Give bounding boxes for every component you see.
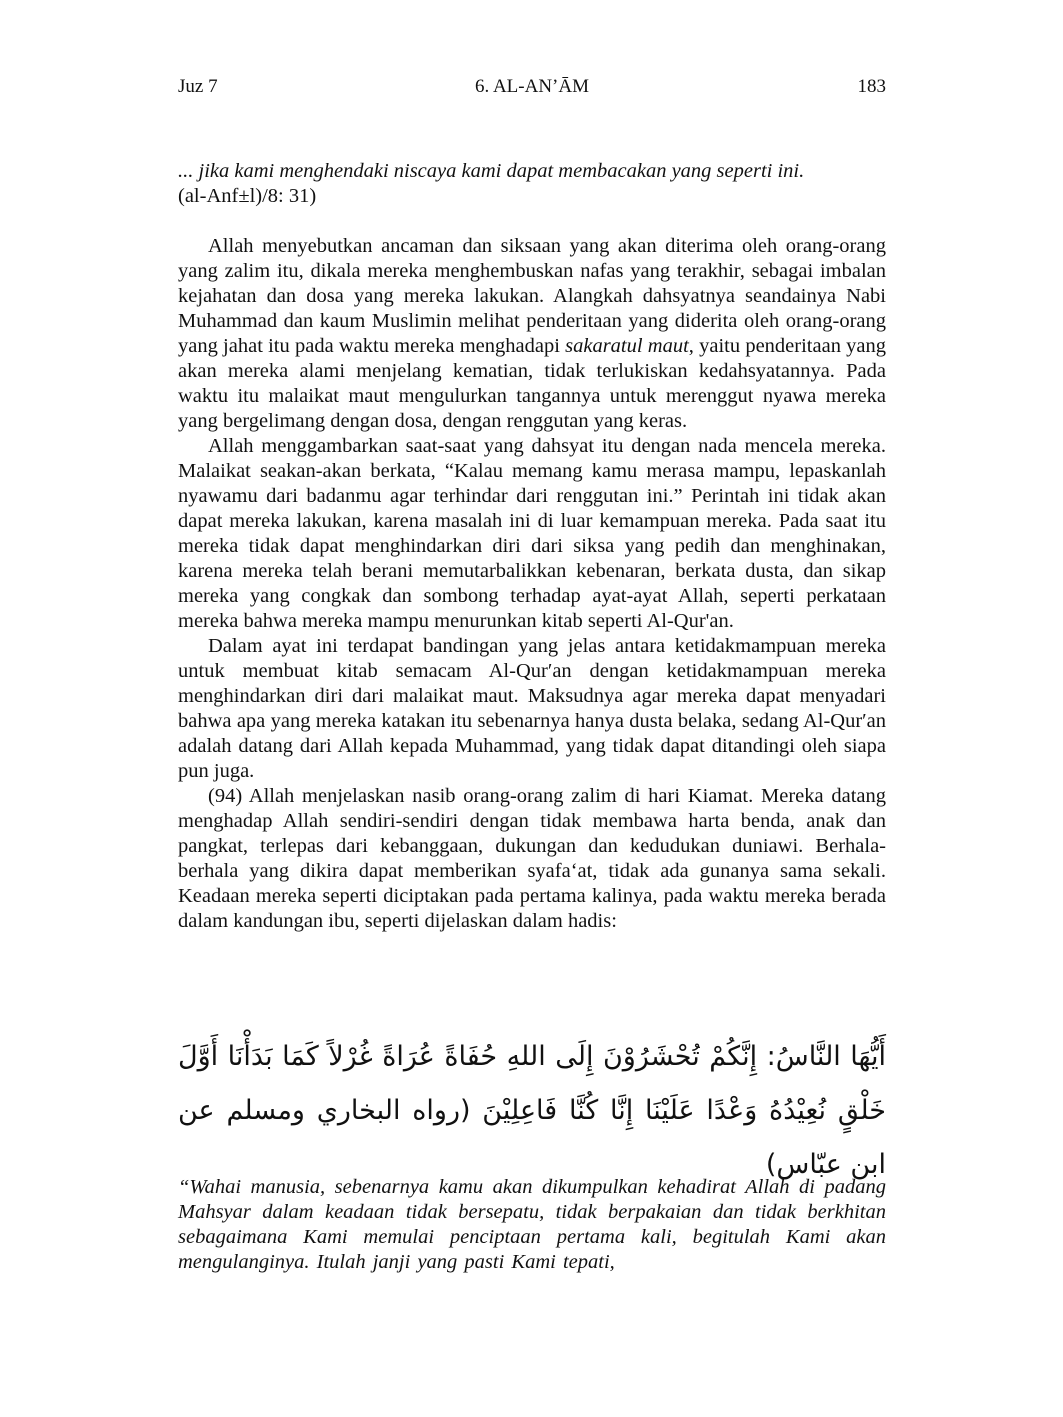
verse-reference: (al-Anf±l)/8: 31) xyxy=(178,185,317,207)
surah-title: 6. AL-AN’ĀM xyxy=(475,76,589,97)
body-text xyxy=(178,159,886,934)
paragraph-3: Dalam ayat ini terdapat bandingan yang jelas antara ketidakmampuan mereka untuk membuat kitab semacam Al-Qur′an dengan ketidakmampuan mereka menghindarkan diri dari malaikat maut. Maksudnya agar mereka dapat menyadari bahwa apa yang mereka katakan itu sebenarnya hanya dusta belaka, sedang Al-Qur′an adalah datang dari Allah kepada Muhammad, yang tidak dapat ditandingi oleh siapa pun juga. xyxy=(178,635,886,782)
hadith-translation: “Wahai manusia, sebenarnya kamu akan dikumpulkan kehadirat Allah di padang Mahsyar dalam keadaan tidak bersepatu, tidak berpakaian dan tidak berkhitan sebagaimana Kami memulai penciptaan pertama kali, begitulah Kami akan mengulanginya. Itulah janji yang pasti Kami tepati, xyxy=(178,1176,886,1273)
quoted-verse: ... jika kami menghendaki niscaya kami dapat membacakan yang seperti ini. xyxy=(178,160,805,182)
paragraph-2: Allah menggambarkan saat-saat yang dahsyat itu dengan nada mencela mereka. Malaikat seakan-akan berkata, “Kalau memang kamu merasa mampu, lepaskanlah nyawamu dari badanmu agar terhindar dari renggutan ini.” Perintah ini tidak akan dapat mereka lakukan, karena masalah ini di luar kemampuan mereka. Pada saat itu mereka tidak dapat menghindarkan diri dari siksa yang pedih dan menghinakan, karena mereka telah berani memutarbalikkan kebenaran, berkata dusta, dan sikap mereka yang congkak dan sombong terhadap ayat-ayat Allah, seperti perkataan mereka bahwa mereka mampu menurunkan kitab seperti Al-Qur'an. xyxy=(178,435,886,632)
paragraph-1 xyxy=(178,234,886,434)
page-number: 183 xyxy=(857,76,886,97)
running-header xyxy=(178,76,886,102)
paragraph-4: (94) Allah menjelaskan nasib orang-orang zalim di hari Kiamat. Mereka datang menghadap Allah sendiri-sendiri dengan tidak membawa harta benda, anak dan pangkat, terlepas dari kebanggaan, dukungan dan kedudukan duniawi. Berhala-berhala yang dikira dapat memberikan syafa‘at, tidak ada gunanya sama sekali. Keadaan mereka seperti diciptakan pada pertama kalinya, pada waktu mereka berada dalam kandungan ibu, seperti dijelaskan dalam hadis: xyxy=(178,785,886,932)
paragraph-1-part-a: Allah menyebutkan ancaman dan siksaan yang akan diterima oleh orang-orang yang zalim itu, dikala mereka menghembuskan nafas yang terakhir, sebagai imbalan kejahatan dan dosa yang mereka lakukan. Alangkah dahsyatnya seandainya Nabi Muhammad dan kaum Muslimin melihat penderitaan yang diderita oleh orang-orang yang jahat itu pada waktu mereka menghadapi xyxy=(178,235,886,357)
italic-term: sakaratul maut xyxy=(565,335,689,357)
juz-label: Juz 7 xyxy=(178,76,218,97)
hadith-arabic: أَيُّهَا النَّاسُ: إِنَّكُمْ تُحْشَرُوْنَ إِلَى اللهِ حُفَاةً عُرَاةً غُرْلاً كَمَا بَدَأْنَا أَوَّلَ خَلْقٍ نُعِيْدُهُ وَعْدًا عَلَيْنَا إِنَّا كُنَّا فَاعِلِيْنَ (رواه البخاري ومسلم عن ابن عبّاس) xyxy=(178,1041,886,1180)
paragraph-1-part-b: , yaitu penderitaan yang akan mereka alami menjelang kematian, tidak terlukiskan kedahsyatannya. Pada waktu itu malaikat maut mengulurkan tangannya untuk merenggut nyawa mereka yang bergelimang dengan dosa, dengan renggutan yang keras. xyxy=(178,335,887,432)
